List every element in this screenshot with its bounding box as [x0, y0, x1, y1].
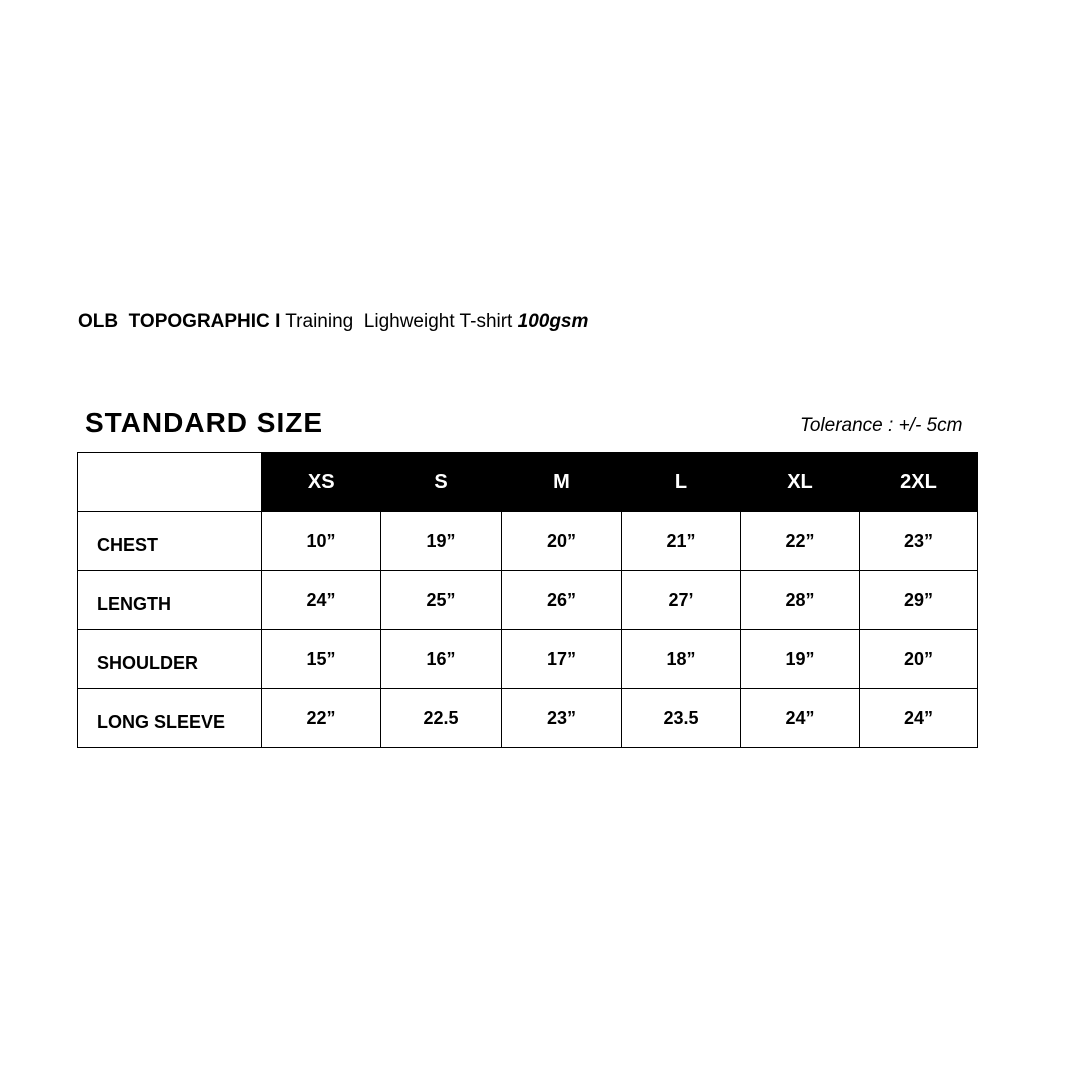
table-cell: 20” [860, 630, 978, 689]
table-cell: 28” [741, 571, 860, 630]
table-cell: 26” [502, 571, 622, 630]
table-cell: 22” [262, 689, 381, 748]
table-cell: 29” [860, 571, 978, 630]
size-header-xs: XS [262, 453, 381, 512]
size-header-l: L [622, 453, 741, 512]
size-chart-table [77, 452, 978, 748]
table-cell: 24” [741, 689, 860, 748]
size-header-2xl: 2XL [860, 453, 978, 512]
row-label-chest: CHEST [78, 512, 262, 571]
brand-name: OLB [78, 311, 119, 332]
table-cell: 17” [502, 630, 622, 689]
row-label-long-sleeve: LONG SLEEVE [78, 689, 262, 748]
table-cell: 19” [381, 512, 502, 571]
table-cell: 23” [860, 512, 978, 571]
fabric-weight: 100gsm [517, 311, 589, 332]
table-cell: 23” [502, 689, 622, 748]
table-cell: 23.5 [622, 689, 741, 748]
collection-name: TOPOGRAPHIC [128, 311, 270, 332]
size-header-s: S [381, 453, 502, 512]
title-separator: I [275, 311, 281, 332]
table-row-length [78, 571, 978, 630]
table-cell: 24” [262, 571, 381, 630]
table-row-shoulder [78, 630, 978, 689]
product-title [78, 310, 588, 334]
table-cell: 16” [381, 630, 502, 689]
table-cell: 22.5 [381, 689, 502, 748]
section-title: STANDARD SIZE [85, 407, 324, 438]
table-cell: 10” [262, 512, 381, 571]
row-label-length: LENGTH [78, 571, 262, 630]
table-cell: 21” [622, 512, 741, 571]
size-header-row [78, 453, 978, 512]
corner-cell [78, 453, 262, 512]
product-description: Training Lighweight T-shirt [285, 311, 513, 332]
table-row-chest [78, 512, 978, 571]
tolerance-note: Tolerance : +/- 5cm [800, 415, 963, 436]
table-cell: 20” [502, 512, 622, 571]
table-cell: 18” [622, 630, 741, 689]
table-cell: 24” [860, 689, 978, 748]
table-cell: 27’ [622, 571, 741, 630]
table-cell: 25” [381, 571, 502, 630]
table-cell: 22” [741, 512, 860, 571]
table-cell: 15” [262, 630, 381, 689]
table-row-long-sleeve [78, 689, 978, 748]
row-label-shoulder: SHOULDER [78, 630, 262, 689]
size-header-m: M [502, 453, 622, 512]
table-cell: 19” [741, 630, 860, 689]
size-header-xl: XL [741, 453, 860, 512]
